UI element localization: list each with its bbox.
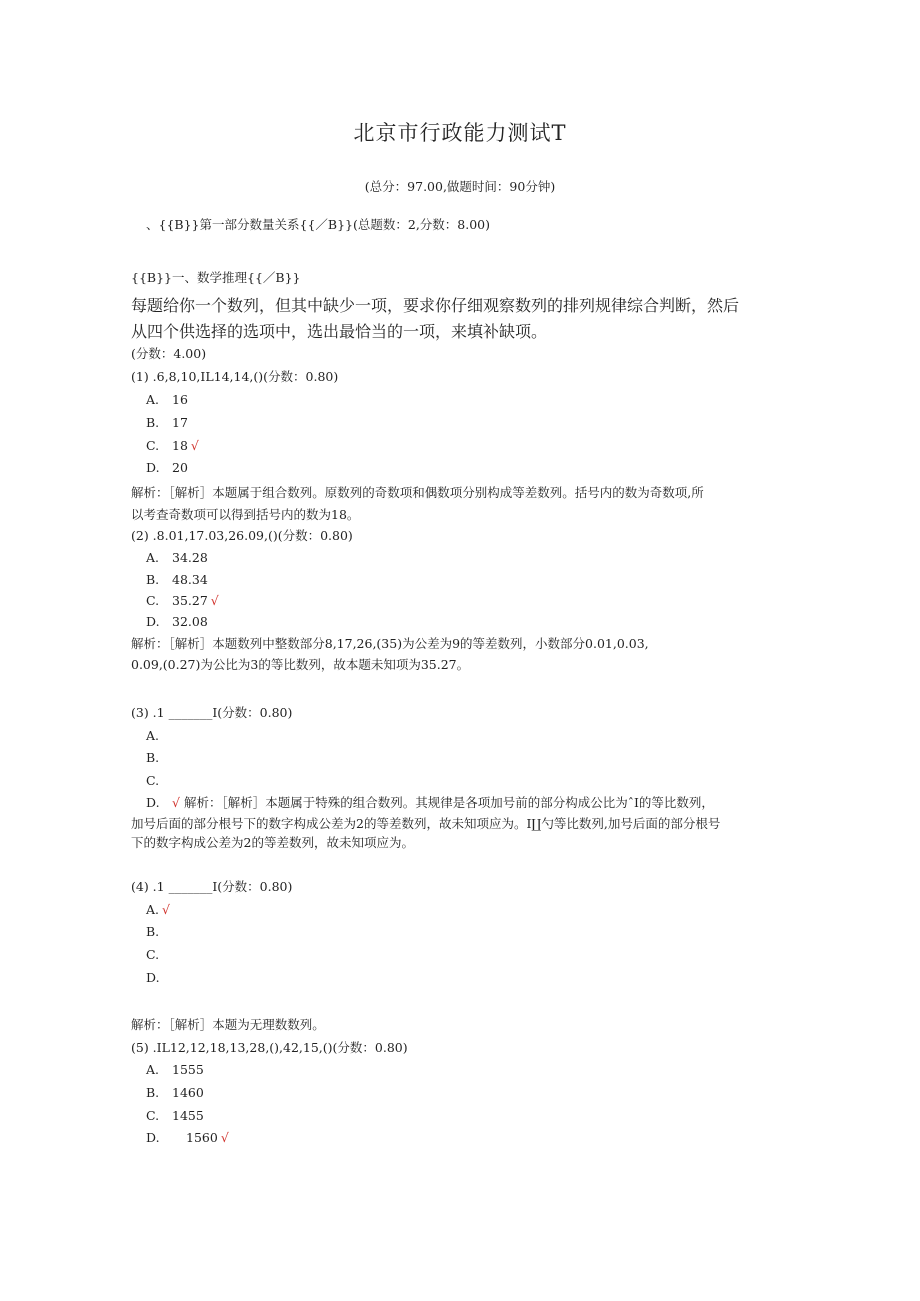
q4-option-a: A. √ xyxy=(146,902,170,917)
q2-analysis-line-2: 0.09,(0.27)为公比为3的等比数列，故本题未知项为35.27。 xyxy=(131,657,470,672)
q5-option-c: C. 1455 xyxy=(146,1108,204,1123)
q4-option-c: C. xyxy=(146,947,160,962)
q4-option-b: B. xyxy=(146,924,160,939)
q1-option-a: A. 16 xyxy=(146,392,188,407)
q1-analysis-line-1: 解析：［解析］本题属于组合数列。原数列的奇数项和偶数项分别构成等差数列。括号内的数为奇数项,所 xyxy=(131,485,704,500)
q3-option-a: A. xyxy=(146,728,160,743)
q1-option-b: B. 17 xyxy=(146,415,188,430)
q3-option-b: B. xyxy=(146,750,160,765)
instruction-line-2: 从四个供选择的选项中，选出最恰当的一项，来填补缺项。 xyxy=(131,322,548,341)
section-heading: 、{{B}}第一部分数量关系{{／B}}(总题数：2,分数：8.00) xyxy=(146,217,491,232)
q2-option-d: D. 32.08 xyxy=(146,614,208,629)
q1-option-c: C. 18 √ xyxy=(146,438,199,453)
q1-analysis-line-2: 以考查奇数项可以得到括号内的数为18。 xyxy=(131,507,360,522)
question-2-stem: (2) .8.01,17.03,26.09,()(分数：0.80) xyxy=(131,528,353,543)
q2-option-a: A. 34.28 xyxy=(146,550,208,565)
correct-check-icon: √ xyxy=(162,902,170,917)
question-4-stem: (4) .1 _______I(分数：0.80) xyxy=(131,879,293,894)
q2-analysis-line-1: 解析：［解析］本题数列中整数部分8,17,26,(35)为公差为9的等差数列，小数部分0.01,0.03, xyxy=(131,636,649,651)
q2-option-b: B. 48.34 xyxy=(146,572,208,587)
q3-analysis-line-2: 加号后面的部分根号下的数字构成公差为2的等差数列，故未知项应为。I∐勺等比数列,加号后面的部分根号 xyxy=(131,816,721,831)
q3-analysis-line-3: 下的数字构成公差为2的等差数列，故未知项应为。 xyxy=(131,835,414,850)
exam-info: (总分：97.00,做题时间：90分钟) xyxy=(364,179,556,194)
subsection-heading: {{B}}一、数学推理{{／B}} xyxy=(131,270,301,285)
q3-option-c: C. xyxy=(146,773,160,788)
question-5-stem: (5) .IL12,12,18,13,28,(),42,15,()(分数：0.80) xyxy=(131,1040,408,1055)
q3-option-d: D. √ 解析：［解析］本题属于特殊的组合数列。其规律是各项加号前的部分构成公比为ˆI的等比数列， xyxy=(146,795,714,810)
correct-check-icon: √ xyxy=(210,593,219,608)
q4-option-d: D. xyxy=(146,970,160,985)
q4-analysis-line-1: 解析：［解析］本题为无理数数列。 xyxy=(131,1017,325,1032)
q5-option-d: D. 1560 √ xyxy=(146,1130,229,1145)
q2-option-c: C. 35.27 √ xyxy=(146,593,219,608)
correct-check-icon: √ xyxy=(172,795,180,810)
correct-check-icon: √ xyxy=(220,1130,229,1145)
q5-option-a: A. 1555 xyxy=(146,1062,204,1077)
q3-analysis-line-1: 解析：［解析］本题属于特殊的组合数列。其规律是各项加号前的部分构成公比为ˆI的等比数列， xyxy=(183,795,714,810)
correct-check-icon: √ xyxy=(190,438,199,453)
subsection-score: (分数：4.00) xyxy=(131,346,207,361)
question-3-stem: (3) .1 _______I(分数：0.80) xyxy=(131,705,293,720)
instruction-line-1: 每题给你一个数列，但其中缺少一项，要求你仔细观察数列的排列规律综合判断，然后 xyxy=(131,296,740,315)
q5-option-b: B. 1460 xyxy=(146,1085,204,1100)
question-1-stem: (1) .6,8,10,IL14,14,()(分数：0.80) xyxy=(131,369,339,384)
q1-option-d: D. 20 xyxy=(146,460,188,475)
document-title: 北京市行政能力测试T xyxy=(353,121,567,145)
